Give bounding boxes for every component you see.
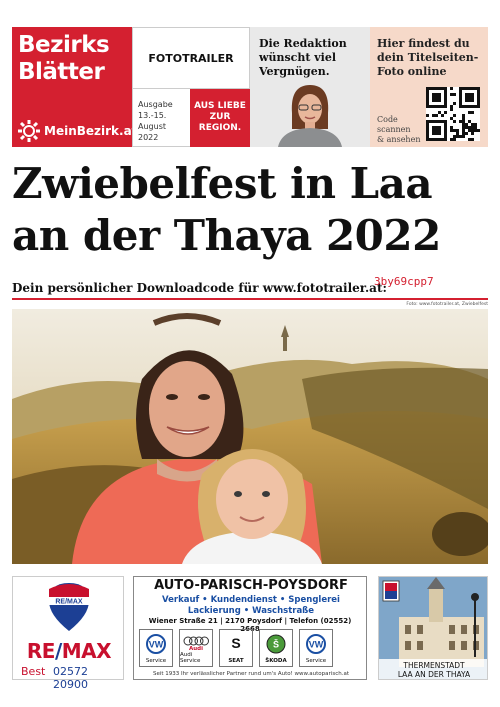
- issue-label: Ausgabe: [138, 100, 173, 109]
- brand-label: Service: [305, 658, 327, 664]
- remax-ad[interactable]: [12, 576, 124, 691]
- meinbezirk-sun-icon: [18, 120, 40, 142]
- slogan-line-1: AUS LIEBE: [194, 101, 246, 111]
- issue-dates: 13.-15. August: [138, 111, 167, 131]
- parisch-services: [134, 595, 368, 617]
- headline-line-1: Zwiebelfest in Laa: [12, 159, 433, 208]
- thermen-line-1: THERMENSTADT: [403, 661, 465, 670]
- parisch-footer: Seit 1933 Ihr verlässlicher Partner rund um's Auto! www.autoparisch.at: [153, 671, 349, 677]
- skoda-logo-icon: [266, 634, 286, 654]
- cover-photo-illustration: [12, 309, 488, 564]
- thermenstadt-ad[interactable]: [378, 576, 488, 680]
- seat-logo-text: S: [231, 635, 241, 651]
- photo-credit: Foto: www.fototrailer.at, Zwiebelfest: [406, 302, 488, 307]
- headline-line-2: an der Thaya 2022: [12, 211, 441, 260]
- editor-portrait: [270, 79, 350, 147]
- parisch-services-line-2: Lackierung • Waschstraße: [187, 606, 315, 616]
- parisch-address: Wiener Straße 21 | 2170 Poysdorf | Telefon (02552) 2668: [148, 617, 352, 633]
- auto-parisch-ad[interactable]: [133, 576, 367, 680]
- divider-line: [12, 298, 488, 300]
- remax-balloon-icon: [47, 581, 91, 635]
- titel-line-1: Hier findest du: [377, 37, 470, 50]
- brand-vw-service: [139, 629, 173, 667]
- brand-label: Service: [145, 658, 167, 664]
- slogan-line-2: ZUR: [209, 112, 231, 122]
- redaktion-box: [250, 27, 370, 147]
- audi-rings-icon: [183, 636, 209, 646]
- brand-label: ŠKODA: [265, 658, 287, 664]
- brand-label: SEAT: [228, 658, 244, 664]
- vw-logo-text: VW: [148, 639, 164, 650]
- skoda-logo-text: Š: [272, 639, 280, 650]
- online-photo-text: [377, 37, 478, 79]
- brand-seat: [219, 629, 253, 667]
- logo-line-1: Bezirks: [18, 32, 110, 58]
- vw-logo-icon: [146, 634, 166, 654]
- remax-logo-text: [13, 639, 125, 663]
- scan-hint-line-2: scannen: [377, 125, 411, 134]
- redaktion-line-2: wünscht viel: [259, 51, 337, 64]
- slogan-line-3: REGION.: [198, 123, 242, 133]
- remax-phone: 02572 20900: [53, 665, 88, 691]
- seat-logo-icon: [227, 634, 245, 652]
- remax-max: MAX: [61, 639, 112, 663]
- parisch-brands: [139, 629, 333, 667]
- scan-hint-line-1: Code: [377, 115, 398, 124]
- brand-audi-service: [179, 629, 213, 667]
- audi-logo-text: Audi: [189, 646, 203, 652]
- vw-commercial-logo-text: VW: [308, 639, 324, 650]
- brand-skoda: [259, 629, 293, 667]
- titel-line-2: dein Titelseiten-: [377, 51, 479, 64]
- download-label: Dein persönlicher Downloadcode für www.fototrailer.at:: [12, 281, 387, 295]
- scan-hint-line-3: & ansehen: [377, 135, 421, 144]
- slogan-box: [190, 89, 250, 147]
- brand-label: Audi Service: [180, 652, 201, 664]
- scan-hint: [377, 115, 420, 145]
- remax-balloon-text: RE/MAX: [55, 598, 83, 606]
- section-label: FOTOTRAILER: [132, 27, 250, 89]
- download-code: 3by69cpp7: [374, 275, 434, 288]
- vw-commercial-logo-icon: [306, 634, 326, 654]
- redaktion-line-1: Die Redaktion: [259, 37, 347, 50]
- issue-info: [132, 89, 190, 147]
- redaktion-line-3: Vergnügen.: [259, 65, 330, 78]
- cover-photo: [12, 309, 488, 564]
- remax-slash: /: [54, 639, 62, 663]
- thermen-line-2: LAA AN DER THAYA: [397, 670, 471, 679]
- remax-re: RE: [26, 639, 55, 663]
- titel-line-3: Foto online: [377, 65, 447, 78]
- issue-year: 2022: [138, 133, 159, 142]
- bezirksblaetter-logo: [12, 27, 138, 147]
- meinbezirk-brand: [18, 120, 137, 142]
- parisch-services-line-1: Verkauf • Kundendienst • Spenglerei: [162, 595, 340, 605]
- qr-code-icon[interactable]: [426, 87, 480, 141]
- parisch-title: AUTO-PARISCH-POYSDORF: [154, 578, 348, 593]
- headline: [12, 158, 488, 262]
- redaktion-text: [259, 37, 347, 79]
- remax-best: Best: [21, 665, 46, 678]
- brand-vw-commercial-service: [299, 629, 333, 667]
- thermenstadt-caption: [379, 659, 488, 680]
- meinbezirk-text: MeinBezirk.at: [44, 124, 138, 138]
- logo-line-2: Blätter: [18, 59, 105, 85]
- online-photo-box: [370, 27, 488, 147]
